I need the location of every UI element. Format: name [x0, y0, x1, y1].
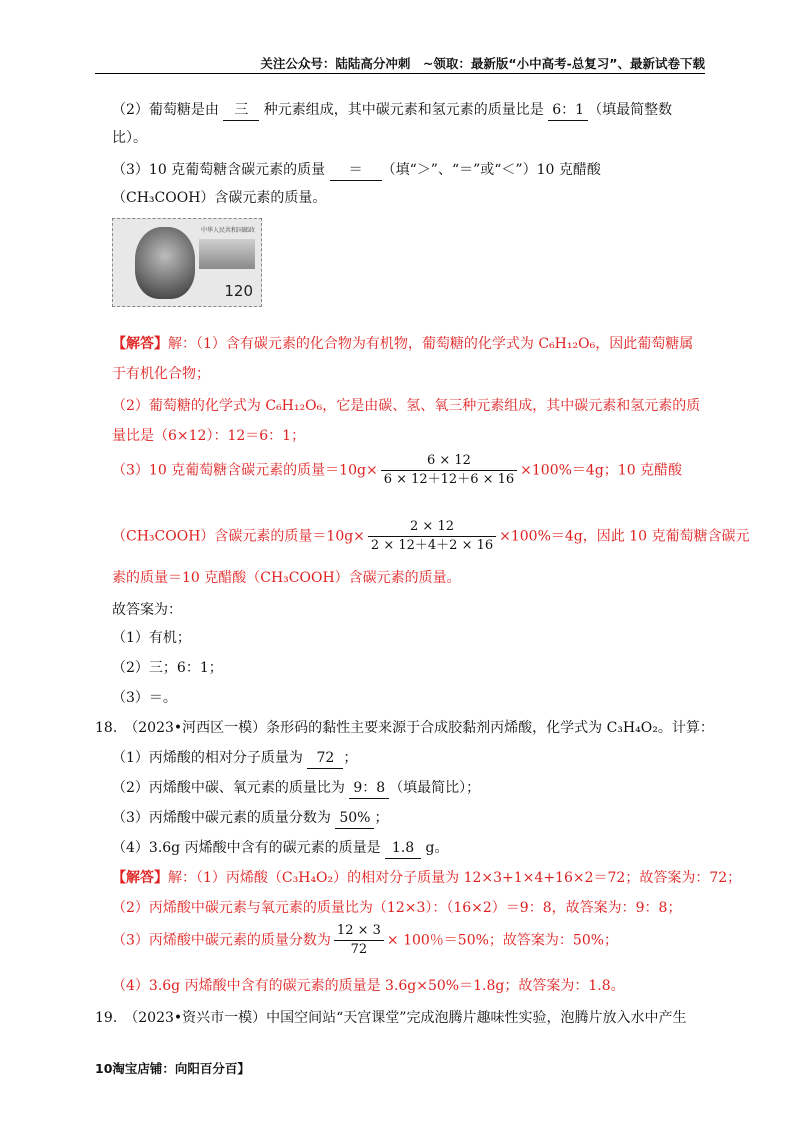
text: （填最简比）；: [389, 780, 481, 796]
denominator: 2 × 12＋4＋2 × 16: [370, 538, 494, 553]
portrait-figure: [135, 227, 195, 299]
q18-answer2: （2）丙烯酸中碳元素与氧元素的质量比为（12×3）：（16×2）＝9：8，故答案为：9：8；: [112, 900, 682, 916]
text: ×100%＝4g；10 克醋酸: [520, 462, 683, 479]
stamp-caption: 中华人民共和国邮政: [201, 227, 256, 234]
text: 解：（1）含有碳元素的化合物为有机物，葡萄糖的化学式为 C₆H₁₂O₆，因此葡萄糖属: [168, 336, 694, 352]
text: ×100%＝4g，因此 10 克葡萄糖含碳元: [499, 528, 750, 545]
text: ；: [343, 750, 358, 766]
numerator: 2 × 12: [368, 518, 496, 537]
text: × 100％＝50%；故答案为：50%；: [386, 932, 619, 949]
q17-answer1-line2: 于有机化合物；: [112, 366, 210, 382]
q17-answer1-line1: [112, 334, 705, 354]
numerator: 6 × 12: [381, 452, 517, 471]
page-footer: 10淘宝店铺：向阳百分百】: [95, 1061, 250, 1076]
q18-part3: [112, 808, 705, 829]
q17-answer2-line2: 量比是（6×12）：12＝6：1；: [112, 428, 306, 444]
denominator: 6 × 12＋12＋6 × 16: [383, 472, 515, 487]
answer-blank: 6：1: [548, 100, 588, 121]
answer-label: 【解答】: [112, 870, 168, 886]
q19-stem: 19. （2023•资兴市一模）中国空间站“天宫课堂”完成泡腾片趣味性实验，泡腾片放入水中产生: [95, 1010, 687, 1026]
fraction: [368, 518, 496, 555]
answer-blank: 50%: [335, 808, 374, 829]
text: 解：（1）丙烯酸（C₃H₄O₂）的相对分子质量为 12×3+1×4+16×2＝72；故答案为：72；: [168, 870, 742, 886]
text: （3）10 克葡萄糖含碳元素的质量: [112, 162, 330, 178]
q17-answer3-line1: [112, 452, 705, 489]
fraction: [381, 452, 517, 489]
text: g。: [421, 840, 449, 856]
text: （2）丙烯酸中碳、氧元素的质量比为: [112, 780, 350, 796]
text: 种元素组成，其中碳元素和氢元素的质量比是: [259, 102, 549, 118]
answer-blank: 1.8: [385, 838, 421, 859]
q17-part2-line1: [112, 100, 705, 121]
final-answer-2: （2）三；6：1；: [112, 660, 223, 676]
q18-answer4: （4）3.6g 丙烯酸中含有的碳元素的质量是 3.6g×50%＝1.8g；故答案为：1.8。: [112, 978, 625, 994]
fraction: [334, 922, 384, 959]
q18-part2: [112, 778, 705, 799]
final-answer-1: （1）有机；: [112, 630, 191, 646]
q18-answer1: [112, 868, 742, 888]
answer-blank: 9：8: [349, 778, 389, 799]
q18-answer3: [112, 922, 705, 959]
answer-blank: 三: [223, 100, 259, 121]
final-answer-3: （3）＝。: [112, 690, 177, 706]
answer-blank: 72: [307, 748, 343, 769]
page-header: 关注公众号：陆陆高分冲刺 ~领取：最新版“小中高考-总复习”、最新试卷下载: [260, 56, 705, 71]
text: （填最简整数: [588, 102, 673, 118]
q17-answer3-line2: [112, 518, 750, 555]
text: （2）葡萄糖是由: [112, 102, 224, 118]
text: （4）3.6g 丙烯酸中含有的碳元素的质量是: [112, 840, 386, 856]
q17-answer3-line3: 素的质量＝10 克醋酸（CH₃COOH）含碳元素的质量。: [112, 570, 461, 586]
numerator: 12 × 3: [334, 922, 384, 941]
answer-label: 【解答】: [112, 336, 168, 352]
q18-stem: 18. （2023•河西区一模）条形码的黏性主要来源于合成胶黏剂丙烯酸，化学式为 C₃H₄O₂。计算：: [95, 720, 714, 736]
stamp-image: [112, 218, 262, 307]
text: （1）丙烯酸的相对分子质量为: [112, 750, 308, 766]
denominator: 72: [350, 942, 368, 957]
text: （填“＞”、“＝”或“＜”）10 克醋酸: [381, 162, 601, 178]
q18-part1: [112, 748, 705, 769]
q18-part4: [112, 838, 705, 859]
landscape-figure: [199, 239, 255, 269]
text: （3）丙烯酸中碳元素的质量分数为: [112, 810, 336, 826]
stamp-price: 120: [224, 282, 253, 300]
q17-part3-line1: [112, 160, 705, 181]
q17-part2-line2: 比）。: [112, 130, 147, 146]
text: （CH₃COOH）含碳元素的质量＝10g×: [112, 528, 365, 545]
text: ；: [374, 810, 389, 826]
q17-part3-line2: （CH₃COOH）含碳元素的质量。: [112, 190, 327, 206]
answer-blank: ＝: [330, 160, 382, 181]
text: （3）丙烯酸中碳元素的质量分数为: [112, 932, 331, 949]
text: （3）10 克葡萄糖含碳元素的质量＝10g×: [112, 462, 378, 479]
final-answer-title: 故答案为：: [112, 602, 182, 618]
q17-answer2-line1: （2）葡萄糖的化学式为 C₆H₁₂O₆，它是由碳、氢、氧三种元素组成，其中碳元素和氢元素的质: [112, 398, 701, 414]
header-divider: [95, 73, 705, 74]
